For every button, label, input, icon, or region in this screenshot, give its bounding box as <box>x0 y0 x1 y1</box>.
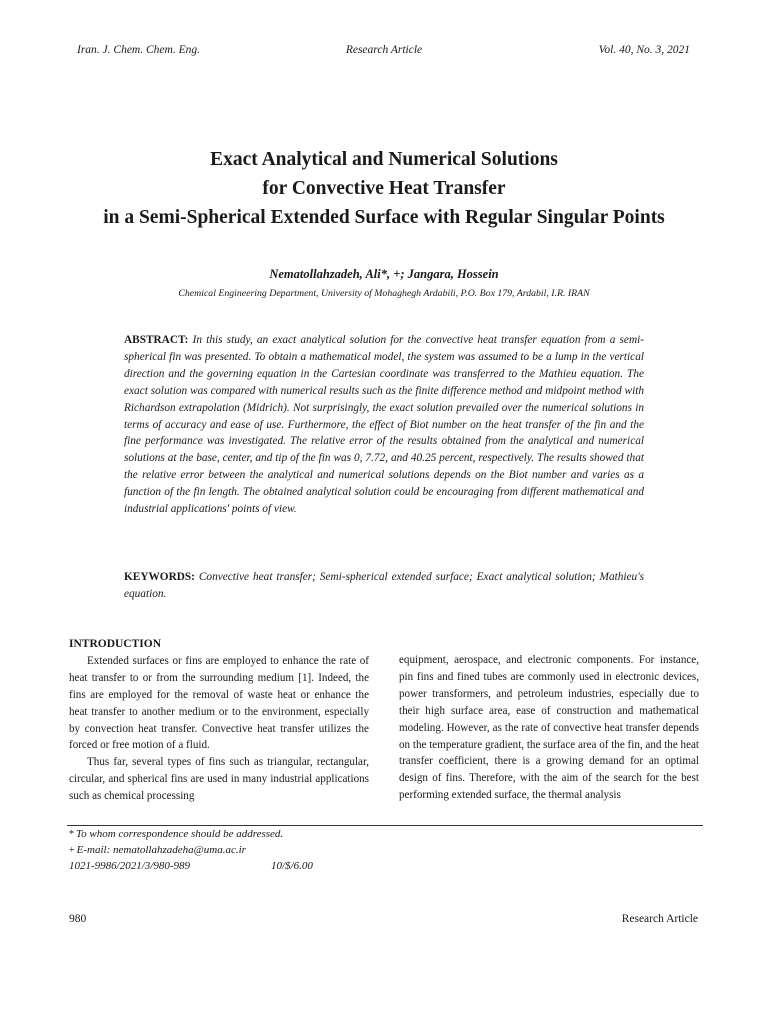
journal-name: Iran. J. Chem. Chem. Eng. <box>77 44 200 56</box>
paragraph: equipment, aerospace, and electronic components. For instance, pin fins and fined tubes are commonly used in electronic devices, power transformers, and petroleum industries, especially due to their high surface area, ease of construction and mathematical modeling. However, as the rate of convective heat transfer depends on the temperature gradient, the surface area of the fin, and the heat transfer coefficient, there is a growing demand for an optimal design of fins. Therefore, with the aim of the search for the best performing extended surface, the thermal analysis <box>399 654 700 802</box>
volume-info: Vol. 40, No. 3, 2021 <box>598 44 690 56</box>
footnote-email: + E-mail: nematollahzadeha@uma.ac.ir <box>69 844 246 856</box>
plus-mark: + <box>69 845 75 856</box>
abstract-label: ABSTRACT: <box>124 334 189 346</box>
paper-title <box>40 145 728 232</box>
right-column <box>399 652 699 804</box>
footnote-code <box>69 858 313 874</box>
footer-article-type: Research Article <box>621 913 698 925</box>
keywords-label: KEYWORDS: <box>124 571 195 583</box>
title-line: in a Semi-Spherical Extended Surface with Regular Singular Points <box>103 207 665 228</box>
article-type-header: Research Article <box>345 44 423 56</box>
asterisk-mark: * <box>69 829 74 840</box>
keywords-text: Convective heat transfer; Semi-spherical extended surface; Exact analytical solution; Mathieu's equation. <box>124 571 645 600</box>
article-code: 1021-9986/2021/3/980-989 <box>69 860 190 872</box>
footnote-correspondence: * To whom correspondence should be addressed. <box>69 828 284 840</box>
paragraph: Extended surfaces or fins are employed to enhance the rate of heat transfer to or from the surrounding medium [1]. Indeed, the fins are employed for the removal of waste heat or enhance the heat transfer to another medium or to the environment, especially by convection heat transfer. Convective heat transfer utilizes the forced or free motion of a fluid. <box>69 654 369 752</box>
page-number: 980 <box>69 913 87 925</box>
abstract-text: In this study, an exact analytical solution for the convective heat transfer equation from a semi-spherical fin was presented. To obtain a mathematical model, the system was assumed to be a lump in the vertical direction and the governing equation in the Cartesian coordinate was transferred to the Mathieu equation. The exact solution was compared with numerical results such as the finite difference method and midpoint method with Richardson extrapolation (Midrich). Not surprisingly, the exact solution prevailed over the numerical solutions in terms of accuracy and ease of use. Furthermore, the effect of Biot number on the heat transfer of the fin and the fine performance was investigated. The relative error of the results obtained from the analytical and numerical solutions at the base, center, and tip of the fin was 0, 7.72, and 40.25 percent, respectively. The results showed that the relative error between the analytical and numerical solutions depends on the Biot number and varies as a function of the fin length. The obtained analytical solution could be encouraging from different mathematical and industrial applications' points of view. <box>124 334 645 516</box>
article-price: 10/$/6.00 <box>271 860 313 872</box>
left-column <box>69 636 369 805</box>
title-line: Exact Analytical and Numerical Solutions <box>210 149 558 170</box>
keywords <box>124 569 644 603</box>
authors: Nematollahzadeh, Ali*, +; Jangara, Hossein <box>269 267 499 281</box>
abstract <box>124 332 644 518</box>
title-line: for Convective Heat Transfer <box>262 178 506 199</box>
affiliation: Chemical Engineering Department, University of Mohaghegh Ardabili, P.O. Box 179, Ardabil, I.R. IRAN <box>178 288 590 299</box>
paragraph: Thus far, several types of fins such as triangular, rectangular, circular, and spherical fins are used in many industrial applications such as chemical processing <box>69 756 369 803</box>
section-heading: INTRODUCTION <box>69 638 162 650</box>
